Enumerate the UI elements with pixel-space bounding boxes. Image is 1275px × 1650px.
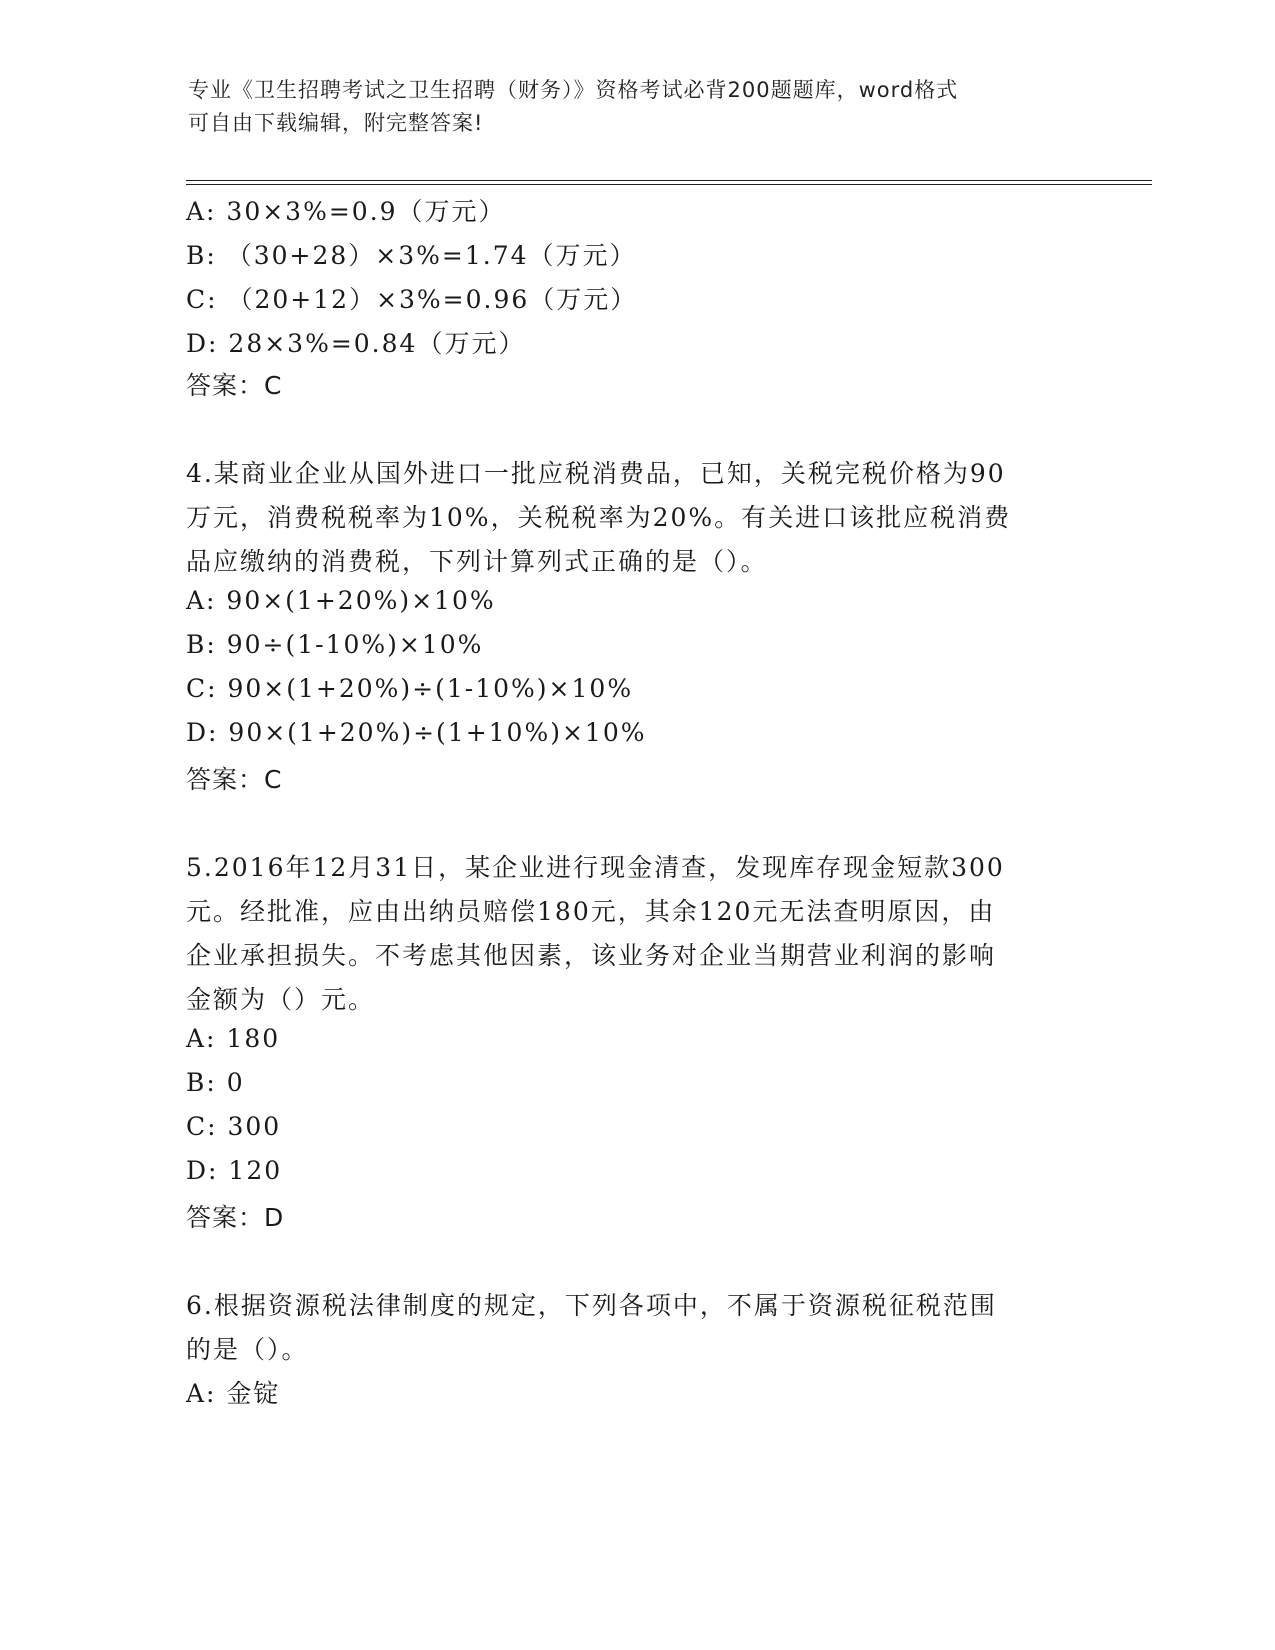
q5-stem-line-1: 5.2016年12月31日，某企业进行现金清查，发现库存现金短款300 [186, 853, 1005, 882]
q5-option-b: B: 0 [186, 1068, 245, 1097]
q5-option-d: D: 120 [186, 1156, 283, 1185]
q5-stem-line-2: 元。经批准，应由出纳员赔偿180元，其余120元无法查明原因，由 [186, 897, 996, 926]
document-header [188, 74, 1068, 140]
q4-option-d: D: 90×(1+20%)÷(1+10%)×10% [186, 718, 647, 747]
q6-stem-line-1: 6.根据资源税法律制度的规定，下列各项中，不属于资源税征税范围 [186, 1291, 997, 1320]
q5-option-a: A: 180 [186, 1024, 281, 1053]
q4-stem-line-1: 4.某商业企业从国外进口一批应税消费品，已知，关税完税价格为90 [186, 459, 1006, 488]
q4-option-b: B: 90÷(1-10%)×10% [186, 630, 484, 659]
header-line-1: 专业《卫生招聘考试之卫生招聘（财务）》资格考试必背200题题库，word格式 [188, 78, 959, 102]
q3-option-b: B: （30+28）×3%=1.74（万元） [186, 241, 637, 270]
q3-answer: 答案：C [186, 371, 283, 400]
q5-answer: 答案：D [186, 1203, 285, 1232]
q5-option-c: C: 300 [186, 1112, 282, 1141]
header-rule-top [186, 180, 1152, 181]
q4-option-c: C: 90×(1+20%)÷(1-10%)×10% [186, 674, 634, 703]
q4-stem-line-3: 品应缴纳的消费税，下列计算列式正确的是（）。 [186, 547, 768, 576]
q4-stem-line-2: 万元，消费税税率为10%，关税税率为20%。有关进口该批应税消费 [186, 503, 1012, 532]
q6-option-a: A: 金锭 [186, 1379, 281, 1408]
q3-option-a: A: 30×3%=0.9（万元） [186, 197, 506, 226]
q3-option-d: D: 28×3%=0.84（万元） [186, 329, 526, 358]
q4-option-a: A: 90×(1+20%)×10% [186, 586, 496, 615]
q3-option-c: C: （20+12）×3%=0.96（万元） [186, 285, 638, 314]
q5-stem-line-4: 金额为（）元。 [186, 985, 376, 1014]
header-line-2: 可自由下载编辑，附完整答案! [188, 111, 484, 135]
q5-stem-line-3: 企业承担损失。不考虑其他因素，该业务对企业当期营业利润的影响 [186, 941, 997, 970]
header-rule-bottom [186, 184, 1152, 185]
q6-stem-line-2: 的是（）。 [186, 1335, 309, 1364]
q4-answer: 答案：C [186, 765, 283, 794]
